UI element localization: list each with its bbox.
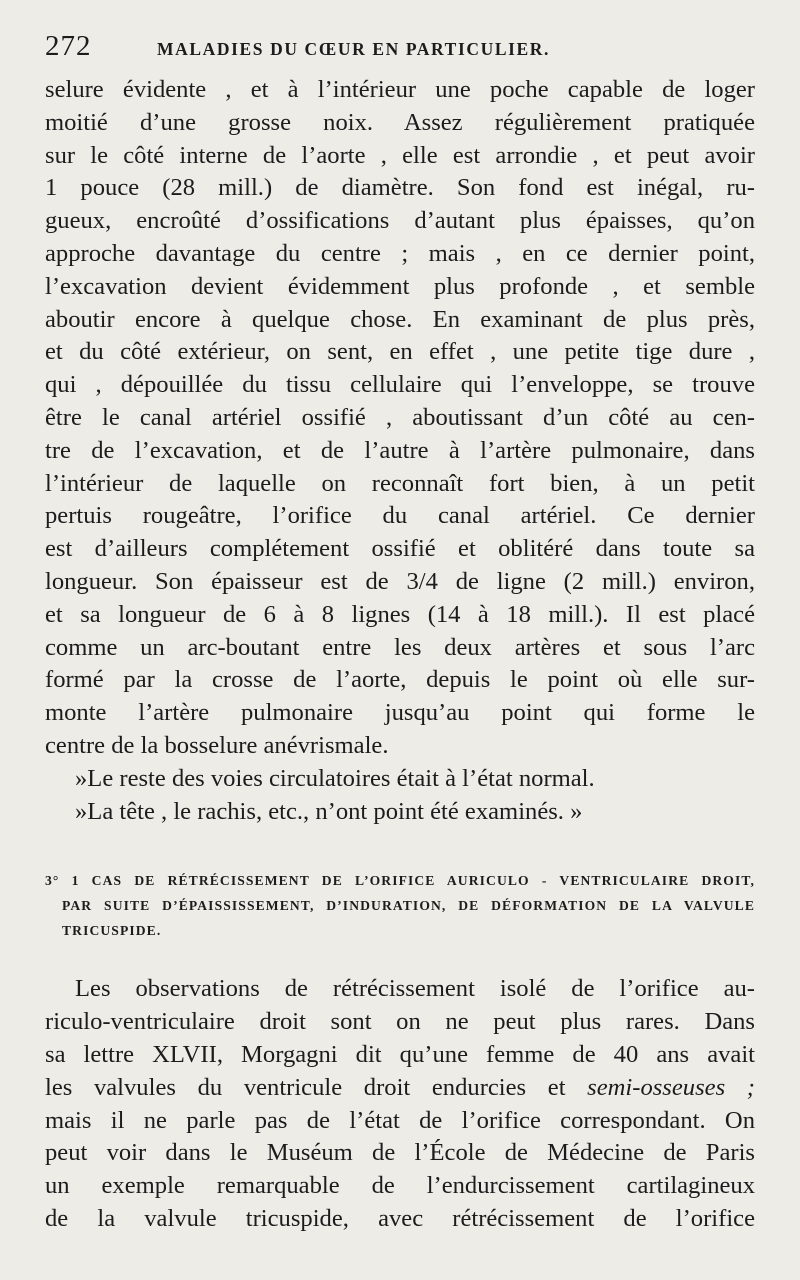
page-number: 272: [45, 30, 92, 62]
text-line: est d’ailleurs complétement ossifié et oblitéré dans toute sa: [45, 535, 755, 563]
text-line: sa lettre XLVII, Morgagni dit qu’une femme de 40 ans avait: [45, 1040, 755, 1068]
text-line: [45, 1072, 755, 1105]
text-line: l’excavation devient évidemment plus profonde , et semble: [45, 272, 755, 300]
text-segment: les valvules du ventricule droit endurcies et: [45, 1073, 588, 1101]
text-line: longueur. Son épaisseur est de 3/4 de ligne (2 mill.) environ,: [45, 567, 755, 595]
text-line: être le canal artériel ossifié , aboutissant d’un côté au cen-: [45, 403, 755, 431]
text-line: de la valvule tricuspide, avec rétrécissement de l’orifice: [45, 1204, 755, 1232]
text-line: centre de la bosselure anévrismale.: [45, 731, 389, 759]
heading-line: 3° 1 CAS DE RÉTRÉCISSEMENT DE L’ORIFICE AURICULO - VENTRICULAIRE DROIT,: [45, 873, 755, 889]
section-heading: [45, 868, 755, 943]
paragraph-tricuspid: [45, 973, 755, 1235]
heading-line: TRICUSPIDE.: [62, 923, 162, 939]
text-line: moitié d’une grosse noix. Assez régulièrement pratiquée: [45, 108, 755, 136]
text-line: un exemple remarquable de l’endurcissement cartilagineux: [45, 1172, 755, 1200]
text-line: 1 pouce (28 mill.) de diamètre. Son fond est inégal, ru-: [45, 174, 755, 202]
text-line: pertuis rougeâtre, l’orifice du canal artériel. Ce dernier: [45, 502, 755, 530]
paragraph-observation: [45, 74, 755, 763]
text-line: sur le côté interne de l’aorte , elle est arrondie , et peut avoir: [45, 141, 755, 169]
text-line: peut voir dans le Muséum de l’École de Médecine de Paris: [45, 1139, 755, 1167]
running-head: [45, 30, 755, 74]
text-line: comme un arc-boutant entre les deux artères et sous l’arc: [45, 633, 755, 661]
text-line: qui , dépouillée du tissu cellulaire qui l’enveloppe, se trouve: [45, 371, 755, 399]
text-line: et sa longueur de 6 à 8 lignes (14 à 18 mill.). Il est placé: [45, 600, 755, 628]
text-line: aboutir encore à quelque chose. En examinant de plus près,: [45, 305, 755, 333]
text-line: Les observations de rétrécissement isolé de l’orifice au-: [75, 975, 755, 1003]
text-line: selure évidente , et à l’intérieur une poche capable de loger: [45, 76, 755, 103]
italic-term: semi-osseuses ;: [587, 1073, 755, 1101]
text-line: l’intérieur de laquelle on reconnaît fort bien, à un petit: [45, 469, 755, 497]
text-line: tre de l’excavation, et de l’autre à l’artère pulmonaire, dans: [45, 436, 755, 464]
text-line: et du côté extérieur, on sent, en effet , une petite tige dure ,: [45, 338, 755, 366]
text-line: riculo-ventriculaire droit sont on ne peut plus rares. Dans: [45, 1008, 755, 1036]
text-line: formé par la crosse de l’aorte, depuis le point où elle sur-: [45, 666, 755, 694]
heading-line: PAR SUITE D’ÉPAISSISSEMENT, D’INDURATION, DE DÉFORMATION DE LA VALVULE: [62, 898, 755, 914]
text-line: approche davantage du centre ; mais , en ce dernier point,: [45, 239, 755, 267]
quote-line: »Le reste des voies circulatoires était à l’état normal.: [75, 764, 595, 792]
text-line: monte l’artère pulmonaire jusqu’au point qui forme le: [45, 699, 755, 727]
text-line: mais il ne parle pas de l’état de l’orifice correspondant. On: [45, 1106, 755, 1134]
quote-line: »La tête , le rachis, etc., n’ont point été examinés. »: [75, 797, 583, 825]
text-line: gueux, encroûté d’ossifications d’autant plus épaisses, qu’on: [45, 207, 755, 235]
running-title: MALADIES DU CŒUR EN PARTICULIER.: [157, 39, 550, 59]
quoted-remarks: [45, 763, 755, 829]
